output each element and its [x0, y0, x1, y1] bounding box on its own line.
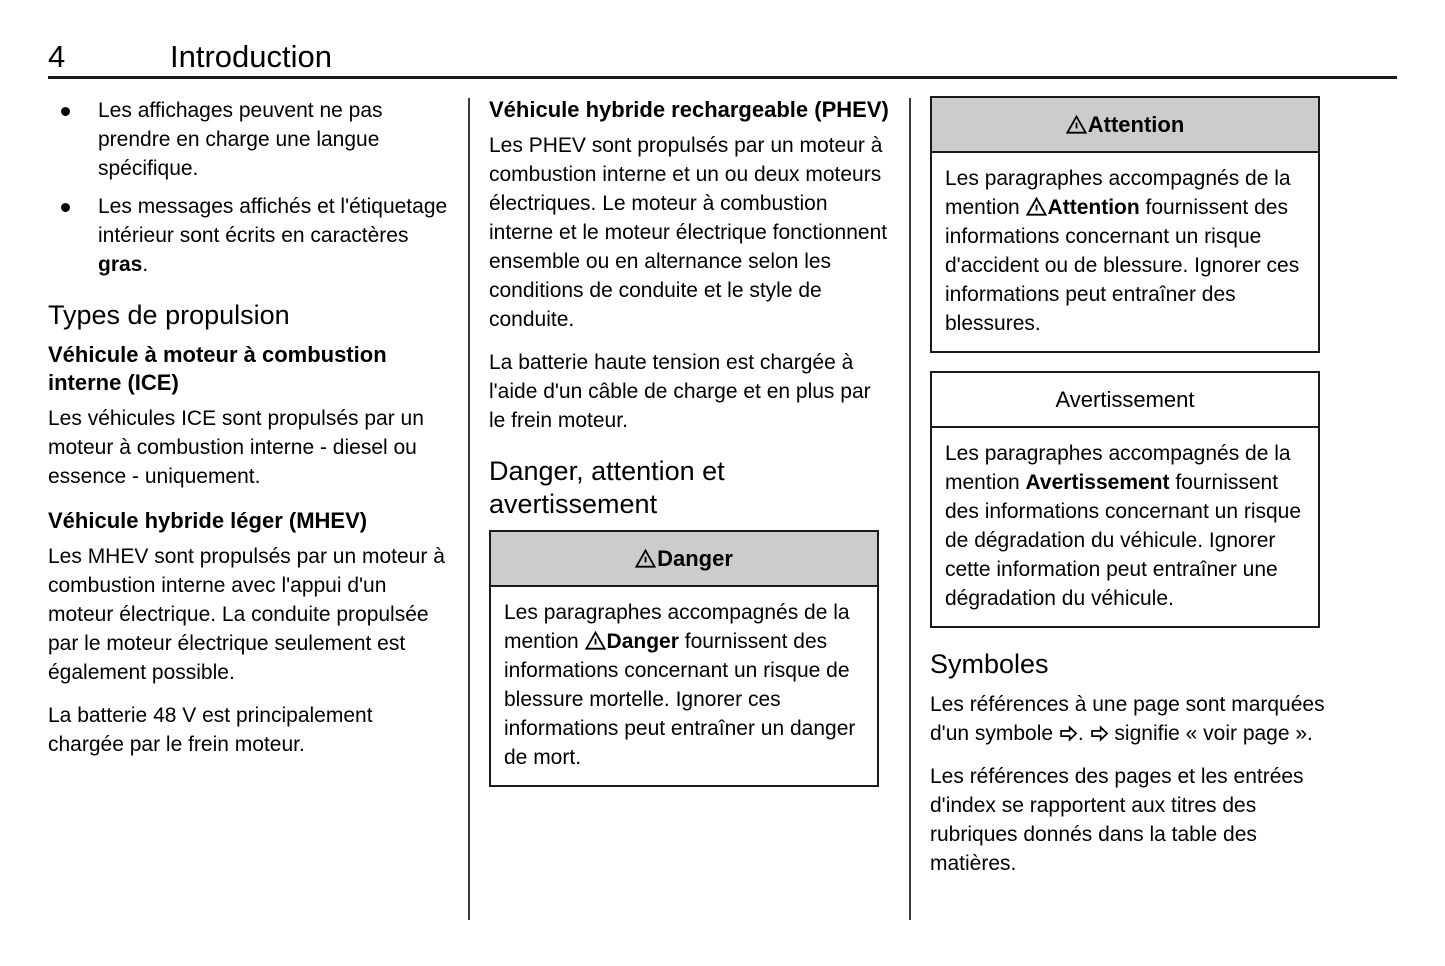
- avertissement-body-prefix: Les paragraphes accompagnés de la mention: [945, 442, 1291, 494]
- section-heading-danger-attention-warning: Danger, attention et avertissement: [489, 456, 725, 519]
- intro-bullet-list: [48, 96, 448, 279]
- column-1: [48, 96, 448, 759]
- list-item: [48, 192, 448, 279]
- danger-notice-box: [489, 530, 879, 787]
- content-columns: [0, 96, 1445, 936]
- page-header: [48, 38, 1397, 78]
- paragraph-symboles-1: [930, 690, 1330, 748]
- attention-notice-header: [932, 98, 1318, 153]
- list-item-text-suffix: .: [142, 253, 149, 276]
- paragraph-ice: Les véhicules ICE sont propulsés par un moteur à combustion interne - diesel ou essence - uniquement.: [48, 407, 424, 488]
- right-arrow-outline-icon: [1059, 724, 1078, 743]
- column-divider-left: [468, 98, 470, 920]
- paragraph-mhev-1: Les MHEV sont propulsés par un moteur à combustion interne avec l'appui d'un moteur électrique. La conduite propulsée par le moteur électrique seulement est également possible.: [48, 545, 445, 684]
- avertissement-notice-title: Avertissement: [1055, 387, 1195, 412]
- section-heading-propulsion-types: Types de propulsion: [48, 300, 290, 330]
- avertissement-notice-body: [932, 428, 1318, 626]
- list-item: [48, 96, 448, 183]
- symboles-text-part-1: Les références à une page sont marquées d'un symbole: [930, 693, 1325, 745]
- attention-body-prefix: Les paragraphes accompagnés de la mention: [945, 167, 1291, 219]
- page-title: Introduction: [170, 39, 332, 74]
- list-item-label: [98, 195, 447, 276]
- bullet-dot-icon: [61, 203, 70, 212]
- paragraph-phev-1: Les PHEV sont propulsés par un moteur à combustion interne et un ou deux moteurs électriques. Le moteur à combustion interne et le moteur électrique fonctionnent ensemble ou en alternance selon les conditions de conduite et le style de conduite.: [489, 134, 888, 331]
- symboles-text-part-2: .: [1077, 722, 1090, 745]
- paragraph-mhev-2: La batterie 48 V est principalement chargée par le frein moteur.: [48, 704, 373, 756]
- paragraph-symboles-2: Les références des pages et les entrées d'index se rapportent aux titres des rubriques donnés dans la table des matières.: [930, 765, 1304, 875]
- attention-notice-box: [930, 96, 1320, 353]
- danger-body-keyword: Danger: [606, 630, 679, 653]
- attention-notice-body: [932, 153, 1318, 351]
- page-number: 4: [48, 39, 66, 74]
- danger-notice-body: [491, 587, 877, 785]
- paragraph-phev-2: La batterie haute tension est chargée à l'aide d'un câble de charge et en plus par le frein moteur.: [489, 351, 871, 432]
- danger-notice-title: Danger: [657, 546, 733, 571]
- danger-body-prefix: Les paragraphes accompagnés de la mention: [504, 601, 850, 653]
- attention-notice-title: Attention: [1087, 112, 1185, 137]
- header-rule: [48, 76, 1397, 79]
- attention-body-keyword: Attention: [1047, 196, 1140, 219]
- list-item-text-emphasis: gras: [98, 253, 143, 276]
- subheading-ice: Véhicule à moteur à combustion interne (ICE): [48, 342, 387, 395]
- avertissement-notice-header: [932, 373, 1318, 428]
- warning-triangle-icon: [585, 631, 606, 650]
- warning-triangle-icon: [635, 549, 656, 568]
- list-item-label: Les affichages peuvent ne pas prendre en charge une langue spécifique.: [98, 99, 383, 180]
- danger-notice-header: [491, 532, 877, 587]
- column-divider-right: [909, 98, 911, 920]
- avertissement-body-suffix: fournissent des informations concernant un risque de dégradation du véhicule. Ignorer cette information peut entraîner une dégradation du véhicule.: [945, 471, 1302, 610]
- attention-body-suffix: fournissent des informations concernant un risque d'accident ou de blessure. Ignorer ces informations peut entraîner des blessures.: [945, 196, 1300, 335]
- right-arrow-outline-icon: [1090, 724, 1109, 743]
- symboles-text-part-3: signifie « voir page ».: [1108, 722, 1313, 745]
- avertissement-body-keyword: Avertissement: [1025, 471, 1170, 494]
- list-item-text-prefix: Les messages affichés et l'étiquetage intérieur sont écrits en caractères: [98, 195, 448, 247]
- subheading-mhev: Véhicule hybride léger (MHEV): [48, 508, 368, 533]
- column-3: [930, 96, 1330, 878]
- warning-triangle-icon: [1066, 115, 1087, 134]
- subheading-phev: Véhicule hybride rechargeable (PHEV): [489, 97, 889, 122]
- bullet-dot-icon: [61, 107, 70, 116]
- column-2: [489, 96, 889, 805]
- warning-triangle-icon: [1026, 197, 1047, 216]
- danger-body-suffix: fournissent des informations concernant un risque de blessure mortelle. Ignorer ces informations peut entraîner un danger de mort.: [504, 630, 856, 769]
- section-heading-symboles: Symboles: [930, 649, 1049, 679]
- avertissement-notice-box: [930, 371, 1320, 628]
